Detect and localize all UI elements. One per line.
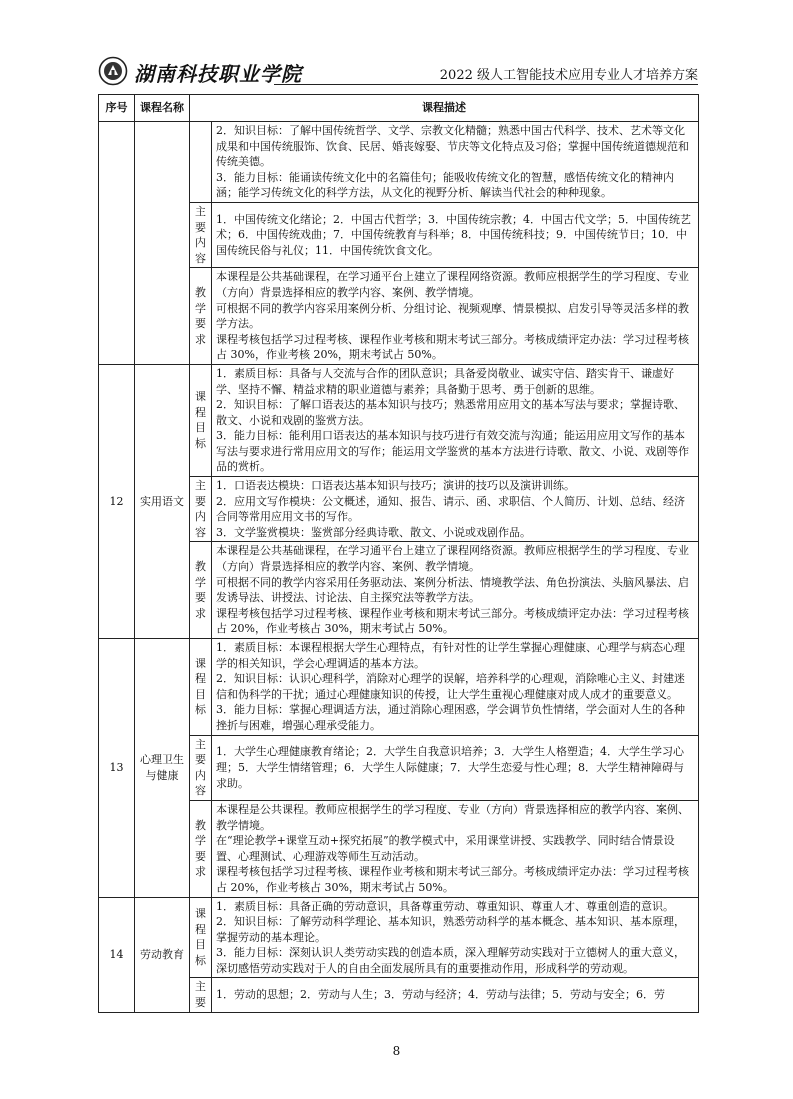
document-title: 2022 级人工智能技术应用专业人才培养方案 [439,68,698,83]
table-row [99,122,699,203]
cell-content [212,477,699,542]
table-row [99,364,699,476]
cell-name [135,122,190,365]
cell-target [212,122,699,203]
course-table [98,94,699,1013]
desc-line: 1．大学生心理健康教育绪论；2．大学生自我意识培养；3．大学生人格塑造；4．大学生学习心理；5．大学生情绪管理；6．大学生人际健康；7．大学生恋爱与性心理；8．大学生精神障碍与求助。 [216,745,684,790]
cell-target [212,364,699,476]
desc-line: 2．知识目标：认识心理科学，消除对心理学的误解，培养科学的心理观，消除唯心主义、封建迷信和伪科学的干扰；通过心理健康知识的传授，让大学生重视心理健康对成人成才的重要意义。 [216,672,685,701]
desc-line: 2．知识目标：了解中国传统哲学、文学、宗教文化精髓；熟悉中国古代科学、技术、艺术等文化成果和中国传统服饰、饮食、民居、婚丧嫁娶、节庆等文化特点及习俗；掌握中国传统道德规范和传统美德。 [216,124,689,169]
table-header-row [99,95,699,122]
cell-content [212,202,699,267]
cell-requirements [212,800,699,897]
desc-line: 课程考核包括学习过程考核、课程作业考核和期末考试三部分。考核成绩评定办法：学习过程考核占 20%，作业考核占 30%，期末考试占 50%。 [216,606,689,636]
desc-line: 3．文学鉴赏模块：鉴赏部分经典诗歌、散文、小说或戏剧作品。 [216,525,531,539]
desc-line: 3．能力目标：掌握心理调适方法，通过消除心理困惑，学会调节负性情绪，学会面对人生的各种挫折与困难，增强心理承受能力。 [216,703,685,732]
desc-line: 1．素质目标：具备与人交流与合作的团队意识；具备爱岗敬业、诚实守信、踏实肯干、谦虚好学、坚持不懈、精益求精的职业道德与素养；具备勤于思考、勇于创新的思维。 [216,366,674,396]
cell-name: 实用语文 [135,364,190,638]
desc-line: 课程考核包括学习过程考核、课程作业考核和期末考试三部分。考核成绩评定办法：学习过程考核占 30%，作业考核 20%，期末考试占 50%。 [216,332,689,362]
desc-line: 可根据不同的教学内容采用任务驱动法、案例分析法、情境教学法、角色扮演法、头脑风暴法、启发诱导法、讲授法、讨论法、自主探究法等教学方法。 [216,575,689,605]
cell-no: 12 [99,364,135,638]
cell-sub-label: 教学要求 [190,800,212,897]
cell-content [212,978,699,1012]
cell-content [212,735,699,800]
cell-sub-label: 课程目标 [190,364,212,476]
desc-line: 本课程是公共基础课程，在学习通平台上建立了课程网络资源。教师应根据学生的学习程度、专业（方向）背景选择相应的教学内容、案例、教学情境。 [216,270,689,299]
cell-sub-label: 课程目标 [190,639,212,736]
desc-line: 2．应用文写作模块：公文概述，通知、报告、请示、函、求职信、个人简历、计划、总结、经济合同等常用应用文书的写作。 [216,494,685,524]
table-row [99,639,699,736]
cell-sub-label: 主要内容 [190,477,212,542]
cell-sub-label: 课程目标 [190,897,212,978]
school-logo-icon [98,56,128,86]
desc-line: 3．能力目标：能利用口语表达的基本知识与技巧进行有效交流与沟通；能运用应用文写作的基本写法与要求进行常用应用文的写作；能运用文学鉴赏的基本方法进行诗歌、散文、小说、戏剧等作品的赏析。 [216,429,689,474]
desc-line: 可根据不同的教学内容采用案例分析、分组讨论、视频观摩、情景模拟、启发引导等灵活多样的教学方法。 [216,301,689,331]
cell-name: 心理卫生与健康 [135,639,190,898]
desc-line: 本课程是公共基础课程，在学习通平台上建立了课程网络资源。教师应根据学生的学习程度、专业（方向）背景选择相应的教学内容、案例、教学情境。 [216,544,689,574]
cell-target [212,897,699,978]
header-rule [274,84,698,85]
desc-line: 2．知识目标：了解口语表达的基本知识与技巧；熟悉常用应用文的基本写法与要求；掌握诗歌、散文、小说和戏剧的鉴赏方法。 [216,398,685,427]
cell-sub-label: 教学要求 [190,542,212,639]
cell-sub-label: 主要内容 [190,202,212,267]
cell-no: 13 [99,639,135,898]
cell-target [212,639,699,736]
desc-line: 2．知识目标：了解劳动科学理论、基本知识，熟悉劳动科学的基本概念、基本知识、基本原理，掌握劳动的基本理论。 [216,915,685,944]
cell-sub-label: 教学要求 [190,268,212,365]
cell-sub-label: 主要 [190,978,212,1012]
desc-line: 1．劳动的思想；2．劳动与人生；3．劳动与经济；4．劳动与法律；5．劳动与安全；6．劳 [216,988,665,1002]
desc-line: 1．素质目标：具备正确的劳动意识，具备尊重劳动、尊重知识、尊重人才、尊重创造的意识。 [216,899,674,913]
desc-line: 1．口语表达模块：口语表达基本知识与技巧；演讲的技巧以及演讲训练。 [216,479,575,493]
page-number: 8 [392,1044,401,1058]
cell-no: 14 [99,897,135,1012]
header-no: 序号 [99,95,135,122]
table-row [99,897,699,978]
desc-line: 课程考核包括学习过程考核、课程作业考核和期末考试三部分。考核成绩评定办法：学习过程考核占 20%，作业考核占 30%，期末考试占 50%。 [216,865,689,894]
desc-line: 1．素质目标：本课程根据大学生心理特点，有针对性的让学生掌握心理健康、心理学与病态心理学的相关知识，学会心理调适的基本方法。 [216,641,685,670]
header-course-desc: 课程描述 [190,95,699,122]
cell-sub-label [190,122,212,203]
cell-no [99,122,135,365]
desc-line: 1．中国传统文化绪论；2．中国古代哲学；3．中国传统宗教；4．中国古代文学；5．中国传统艺术；6．中国传统戏曲；7．中国传统教育与科举；8．中国传统科技；9．中国传统节日；10．中国传统民俗与礼仪；11．中国传统饮食文化。 [216,212,691,257]
page-header [98,54,698,90]
cell-name: 劳动教育 [135,897,190,1012]
school-name: 湖南科技职业学院 [134,62,302,86]
cell-sub-label: 主要内容 [190,735,212,800]
desc-line: 本课程是公共课程。教师应根据学生的学习程度、专业（方向）背景选择相应的教学内容、案例、教学情境。 [216,802,689,832]
desc-line: 3．能力目标：深刻认识人类劳动实践的创造本质，深入理解劳动实践对于立德树人的重大意义，深切感悟劳动实践对于人的自由全面发展所具有的重要推动作用，形成科学的劳动观。 [216,946,685,975]
cell-requirements [212,542,699,639]
desc-line: 3．能力目标：能诵读传统文化中的名篇佳句；能吸收传统文化的智慧，感悟传统文化的精神内涵；能学习传统文化的科学方法，从文化的视野分析、解读当代社会的种种现象。 [216,170,674,200]
header-course-name: 课程名称 [135,95,190,122]
cell-requirements [212,268,699,365]
desc-line: 在“理论教学+课堂互动+探究拓展”的教学模式中，采用课堂讲授、实践教学、同时结合情景设置、心理测试、心理游戏等师生互动活动。 [216,834,675,863]
